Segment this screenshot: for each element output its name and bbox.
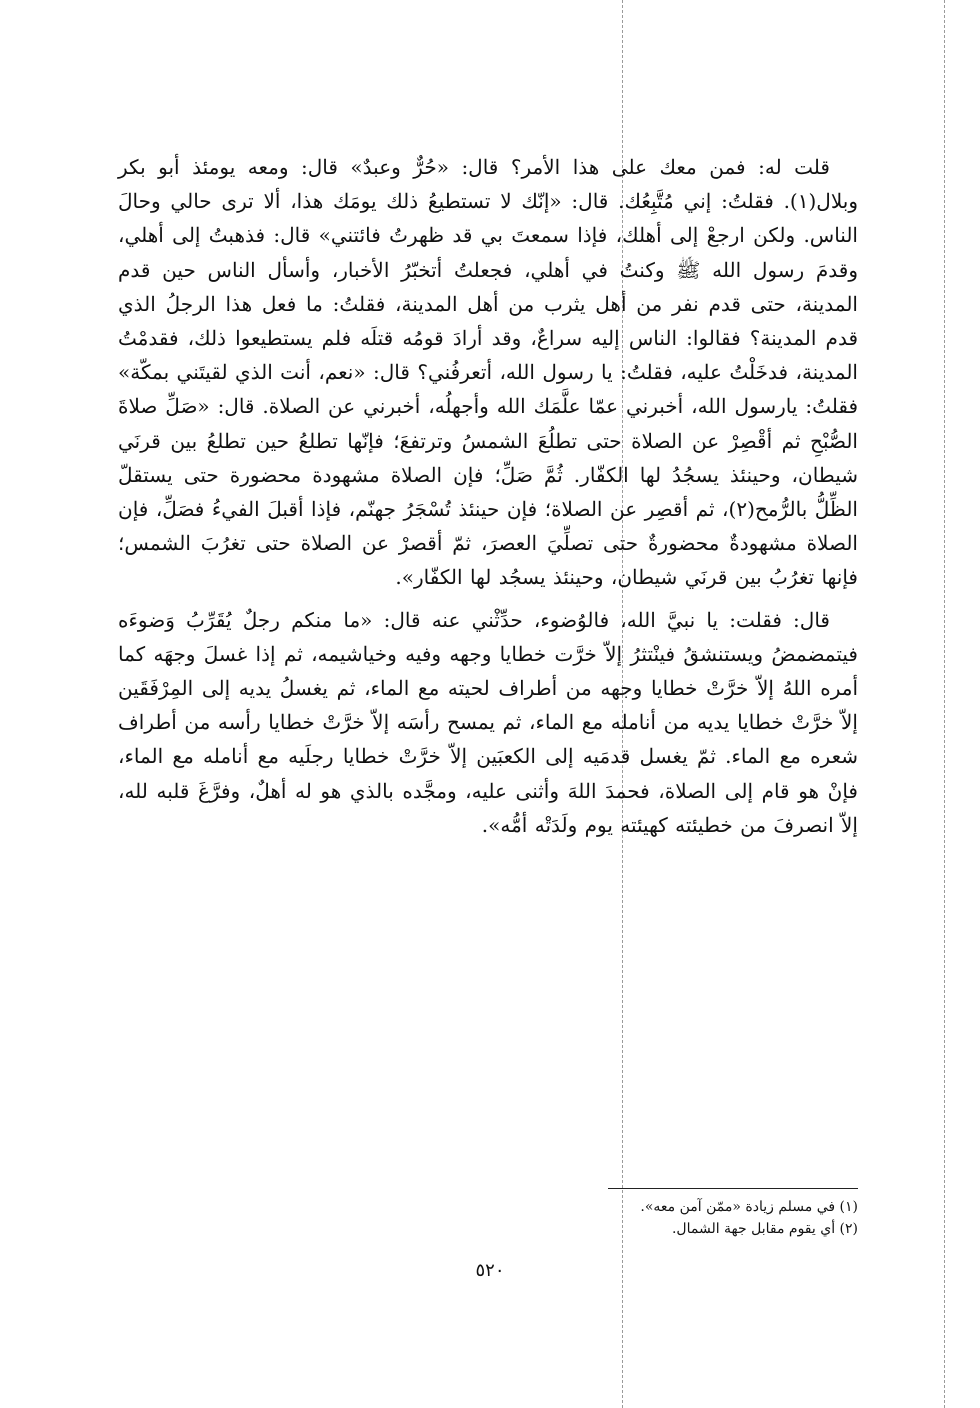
fold-line-right (944, 0, 945, 1408)
paragraph-1: قلت له: فمن معك على هذا الأمر؟ قال: «حُرٌّ وعبدٌ» قال: ومعه يومئذ أبو بكر وبلال(١). فقلتُ: إني مُتَّبِعُك. قال: «إنّك لا تستطيعُ ذلك يومَك هذا، ألا ترى حالي وحالَ الناس. ولكن ارجعْ إلى أهلك، فإذا سمعتَ بي قد ظهرتُ فائتني» قال: فذهبتُ إلى أهلي، وقدمَ رسول الله ﷺ وكنتُ في أهلي، فجعلتُ أتخبّرُ الأخبار، وأسأل الناس حين قدم المدينة، حتى قدم نفر من أهل يثرب من أهل المدينة، فقلتُ: ما فعل هذا الرجلُ الذي قدم المدينة؟ فقالوا: الناس إليه سراعٌ، وقد أرادَ قومُه قتلَه فلم يستطيعوا ذلك، فقدمْتُ المدينة، فدخَلْتُ عليه، فقلتُ: يا رسول الله، أتعرفُني؟ قال: «نعم، أنت الذي لقيتَني بمكّة» فقلتُ: يارسول الله، أخبرني عمّا علَّمَك الله وأجهلُه، أخبرني عن الصلاة. قال: «صَلِّ صلاةَ الصُّبْحِ ثم أقْصِرْ عن الصلاة حتى تطلُعَ الشمسُ وترتفعَ؛ فإنّها تطلعُ حين تطلعُ بين قرنَي شيطان، وحينئذ يسجُدُ لها الكفّار. ثُمَّ صَلِّ؛ فإن الصلاة مشهودة محضورة حتى يستقلّ الظِّلُّ بالرُّمح(٢)، ثم أقصِر عن الصلاة؛ فإن حينئذ تُسْجَرُ جهنّم، فإذا أقبلَ الفيءُ فصَلِّ، فإن الصلاة مشهودةٌ محضورةٌ حتى تصلِّيَ العصرَ، ثمّ أقصرْ عن الصلاة حتى تغرُبَ الشمس؛ فإنها تغرُبُ بين قرنَي شيطان، وحينئذ يسجُد لها الكفّار». (118, 155, 859, 590)
footnote-2: (٢) أي يقوم مقابل جهة الشمال. (671, 1221, 858, 1237)
paragraph-2: قال: فقلت: يا نبيَّ الله، فالوُضوء، حدِّثْني عنه قال: «ما منكم رجلٌ يُقَرِّبُ وَضوءَه فيتمضمضُ ويستنشقُ فينْتثرُ إلاّ خرَّت خطايا وجهه وفيه وخياشيمه، ثم إذا غسلَ وجهَه كما أمره اللهُ إلاّ خرَّتْ خطايا وجهه من أطراف لحيته مع الماء، ثم يغسلُ يديه إلى المِرْفَقَين إلاّ خرَّتْ خطايا يديه من أنامله مع الماء، ثم يمسح رأسَه إلاّ خرَّتْ خطايا رأسه من أطراف شعره مع الماء. ثمّ يغسل قدمَيه إلى الكعبَين إلاّ خرَّتْ خطايا رجلَيه مع أنامله مع الماء، فإنْ هو قام إلى الصلاة، فحمدَ اللهَ وأثنى عليه، ومجَّده بالذي هو له أهلٌ، وفرَّغَ قلبه لله، إلاّ انصرفَ من خطيئته كهيئته يوم ولَدَتْه أمُّه». (118, 607, 858, 837)
footnotes (358, 1196, 858, 1240)
page-number: ٥٢٠ (475, 1260, 505, 1281)
footnote-separator (608, 1188, 858, 1189)
page-body (118, 150, 858, 848)
footnote-1: (١) في مسلم زيادة «ممّن آمن معه». (640, 1199, 858, 1215)
